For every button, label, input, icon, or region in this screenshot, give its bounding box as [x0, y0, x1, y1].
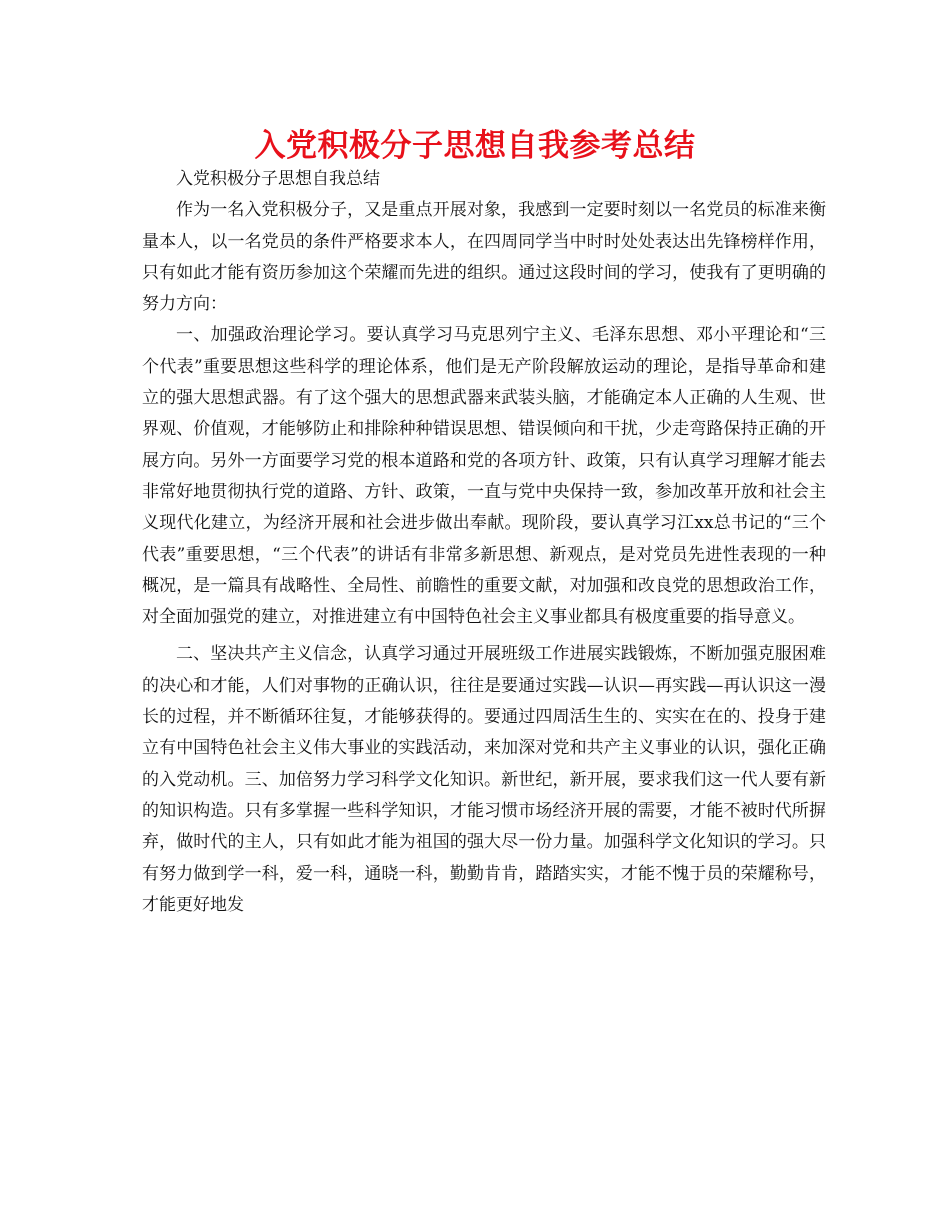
document-subtitle: 入党积极分子思想自我总结	[176, 169, 380, 189]
document-body	[142, 164, 826, 921]
paragraph-intro: 作为一名入党积极分子，又是重点开展对象，我感到一定要时刻以一名党员的标准来衡量本人，以一名党员的条件严格要求本人，在四周同学当中时时处处表达出先锋榜样作用，只有如此才能有资历参加这个荣耀而先进的组织。通过这段时间的学习，使我有了更明确的努力方向：	[142, 200, 826, 315]
paragraph-communist-belief: 二、坚决共产主义信念，认真学习通过开展班级工作进展实践锻炼，不断加强克服困难的决心和才能，人们对事物的正确认识，往往是要通过实践—认识—再实践—再认识这一漫长的过程，并不断循环往复，才能够获得的。要通过四周活生生的、实实在在的、投身于建立有中国特色社会主义伟大事业的实践活动，来加深对党和共产主义事业的认识，强化正确的入党动机。三、加倍努力学习科学文化知识。新世纪，新开展，要求我们这一代人要有新的知识构造。只有多掌握一些科学知识，才能习惯市场经济开展的需要，才能不被时代所摒弃，做时代的主人，只有如此才能为祖国的强大尽一份力量。加强科学文化知识的学习。只有努力做到学一科，爱一科，通晓一科，勤勤肯肯，踏踏实实，才能不愧于员的荣耀称号，才能更好地发	[142, 644, 826, 915]
paragraph-political-theory: 一、加强政治理论学习。要认真学习马克思列宁主义、毛泽东思想、邓小平理论和“三个代表”重要思想这些科学的理论体系，他们是无产阶段解放运动的理论，是指导革命和建立的强大思想武器。有了这个强大的思想武器来武装头脑，才能确定本人正确的人生观、世界观、价值观，才能够防止和排除种种错误思想、错误倾向和干扰，少走弯路保持正确的开展方向。另外一方面要学习党的根本道路和党的各项方针、政策，只有认真学习理解才能去非常好地贯彻执行党的道路、方针、政策，一直与党中央保持一致，参加改革开放和社会主义现代化建立，为经济开展和社会进步做出奉献。现阶段，要认真学习江xx总书记的“三个代表”重要思想，“三个代表”的讲话有非常多新思想、新观点，是对党员先进性表现的一种概况，是一篇具有战略性、全局性、前瞻性的重要文献，对加强和改良党的思想政治工作，对全面加强党的建立，对推进建立有中国特色社会主义事业都具有极度重要的指导意义。	[142, 325, 826, 628]
document-title: 入党积极分子思想自我参考总结	[254, 128, 696, 164]
